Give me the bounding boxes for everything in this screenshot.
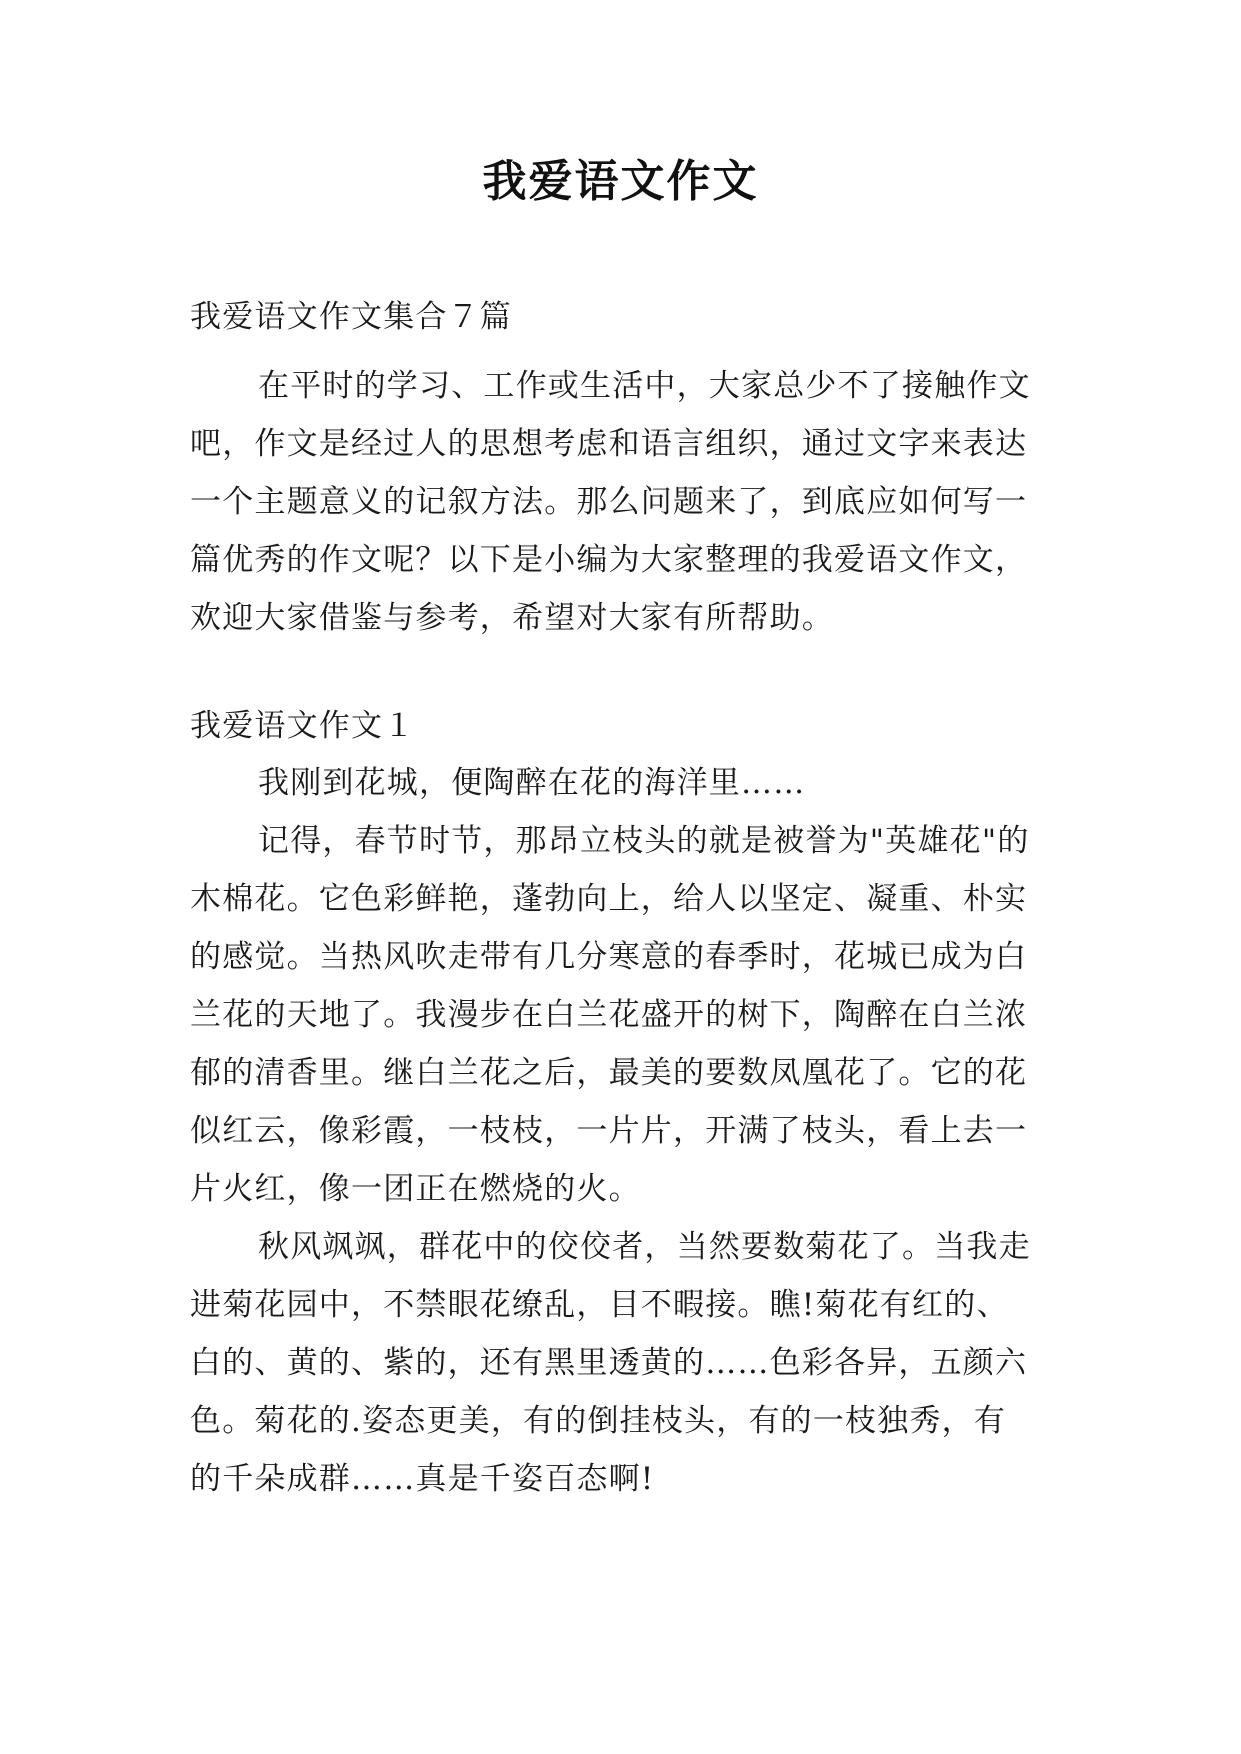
body-line: 片火红，像一团正在燃烧的火。 xyxy=(190,1171,641,1207)
section-heading: 我爱语文作文１ xyxy=(190,708,416,744)
body-line: 白的、黄的、紫的，还有黑里透黄的……色彩各异，五颜六 xyxy=(190,1345,1028,1381)
collection-subtitle: 我爱语文作文集合７篇 xyxy=(190,299,512,335)
body-line: 似红云，像彩霞，一枝枝，一片片，开满了枝头，看上去一 xyxy=(190,1113,1028,1149)
intro-line: 篇优秀的作文呢？以下是小编为大家整理的我爱语文作文， xyxy=(190,542,1028,578)
intro-line: 一个主题意义的记叙方法。那么问题来了，到底应如何写一 xyxy=(190,484,1028,520)
body-line: 记得，春节时节，那昂立枝头的就是被誉为"英雄花"的 xyxy=(258,823,1030,859)
body-line: 进菊花园中，不禁眼花缭乱，目不暇接。瞧!菊花有红的、 xyxy=(190,1287,1009,1323)
body-line: 木棉花。它色彩鲜艳，蓬勃向上，给人以坚定、凝重、朴实 xyxy=(190,881,1028,917)
body-line: 兰花的天地了。我漫步在白兰花盛开的树下，陶醉在白兰浓 xyxy=(190,997,1028,1033)
body-line: 的千朵成群……真是千姿百态啊! xyxy=(190,1461,655,1497)
body-line: 郁的清香里。继白兰花之后，最美的要数凤凰花了。它的花 xyxy=(190,1055,1028,1091)
body-line: 我刚到花城，便陶醉在花的海洋里…… xyxy=(258,765,806,801)
body-line: 秋风飒飒，群花中的佼佼者，当然要数菊花了。当我走 xyxy=(258,1229,1031,1265)
body-line: 色。菊花的.姿态更美，有的倒挂枝头，有的一枝独秀，有 xyxy=(190,1403,1007,1439)
intro-line: 在平时的学习、工作或生活中，大家总少不了接触作文 xyxy=(258,368,1031,404)
intro-line: 吧，作文是经过人的思想考虑和语言组织，通过文字来表达 xyxy=(190,426,1028,462)
body-line: 的感觉。当热风吹走带有几分寒意的春季时，花城已成为白 xyxy=(190,939,1028,975)
intro-line: 欢迎大家借鉴与参考，希望对大家有所帮助。 xyxy=(190,600,834,636)
document-title: 我爱语文作文 xyxy=(482,156,759,207)
